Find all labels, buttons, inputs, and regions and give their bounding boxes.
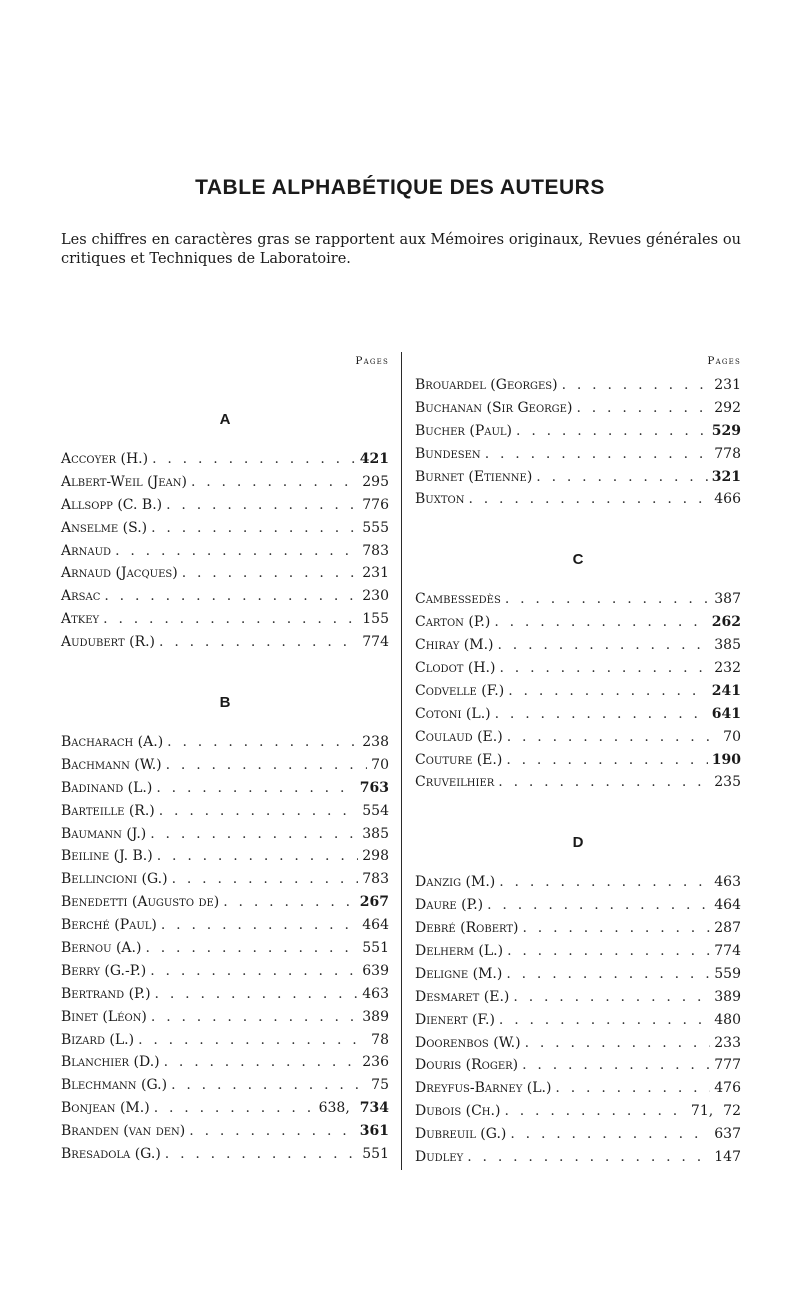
index-entry (61, 914, 389, 937)
page-title: TABLE ALPHABÉTIQUE DES AUTEURS (195, 176, 605, 199)
section-spacer (415, 794, 741, 834)
author-name: Chiray (M.) (415, 637, 494, 654)
author-name: Burnet (Etienne) (415, 468, 533, 485)
page-number: 464 (362, 917, 389, 934)
page-number: 554 (362, 802, 389, 819)
author-name: Bacharach (A.) (61, 734, 164, 751)
author-name: Baumann (J.) (61, 825, 147, 842)
author-name: Doorenbos (W.) (415, 1034, 521, 1051)
author-name: Danzig (M.) (415, 874, 496, 891)
author-name: Dubois (Ch.) (415, 1103, 501, 1120)
author-name: Cotoni (L.) (415, 705, 491, 722)
leader-dots (189, 1120, 356, 1143)
leader-dots (467, 1146, 710, 1169)
author-name: Dienert (F.) (415, 1011, 495, 1028)
author-name: Deligne (M.) (415, 965, 503, 982)
page-number: 235 (714, 774, 741, 791)
author-name: Carton (P.) (415, 614, 491, 631)
page-number: 78 (371, 1031, 389, 1048)
leader-dots (576, 397, 710, 420)
index-entry (415, 657, 741, 680)
author-name: Allsopp (C. B.) (61, 496, 163, 513)
page-number: 555 (362, 519, 389, 536)
leader-dots (157, 845, 359, 868)
author-name: Bonjean (M.) (61, 1100, 150, 1117)
author-name: Arsac (61, 588, 101, 605)
index-entry (61, 731, 389, 754)
leader-dots (191, 471, 358, 494)
author-name: Badinand (L.) (61, 779, 153, 796)
leader-dots (498, 634, 711, 657)
leader-dots (504, 1100, 686, 1123)
index-entry (61, 1029, 389, 1052)
leader-dots (507, 726, 719, 749)
index-entry (415, 940, 741, 963)
author-name: Dubreuil (G.) (415, 1126, 507, 1143)
page-number: 783 (362, 871, 389, 888)
index-entry (415, 1100, 741, 1123)
leader-dots (166, 754, 368, 777)
page-number: 776 (362, 496, 389, 513)
index-entry (61, 868, 389, 891)
index-entry (61, 1051, 389, 1074)
index-entry (415, 1009, 741, 1032)
author-name: Blanchier (D.) (61, 1054, 160, 1071)
leader-dots (172, 868, 359, 891)
leader-dots (510, 1123, 710, 1146)
author-name: Albert-Weil (Jean) (61, 473, 187, 490)
index-entry (415, 420, 741, 443)
author-name: Buxton (415, 491, 465, 508)
index-entry (415, 726, 741, 749)
leader-dots (499, 1009, 710, 1032)
page-number: 559 (714, 965, 741, 982)
right-column-body (415, 374, 741, 1169)
index-entry (415, 1123, 741, 1146)
index-entry (61, 562, 389, 585)
author-name: Buchanan (Sir George) (415, 399, 573, 416)
page-number: 361 (359, 1123, 389, 1140)
page-number: 476 (714, 1080, 741, 1097)
section-letter-b: B (219, 694, 231, 712)
leader-dots (506, 749, 707, 772)
index-entry (415, 588, 741, 611)
leader-dots (468, 488, 710, 511)
section-letter-d: D (572, 834, 584, 852)
page-number: 236 (362, 1054, 389, 1071)
leader-dots (155, 983, 359, 1006)
page-number: 463 (714, 874, 741, 891)
page-number: 230 (362, 588, 389, 605)
index-entry (415, 634, 741, 657)
index-entry (61, 540, 389, 563)
leader-dots (165, 1143, 358, 1166)
index-entry (415, 1077, 741, 1100)
leader-dots (223, 891, 356, 914)
index-entry (61, 517, 389, 540)
author-name: Daure (P.) (415, 897, 484, 914)
leader-dots (164, 1051, 359, 1074)
index-entry (61, 845, 389, 868)
page-number: 463 (362, 985, 389, 1002)
author-name: Benedetti (Augusto de) (61, 894, 220, 911)
leader-dots (505, 588, 710, 611)
author-name: Arnaud (Jacques) (61, 565, 178, 582)
leader-dots (151, 517, 358, 540)
leader-dots (506, 963, 710, 986)
leader-dots (150, 960, 358, 983)
index-entry (415, 397, 741, 420)
index-entry (61, 891, 389, 914)
author-name: Bachmann (W.) (61, 756, 162, 773)
leader-dots (495, 703, 708, 726)
left-column-body (61, 374, 389, 1166)
page-number: 190 (711, 751, 741, 768)
leader-dots (536, 466, 707, 489)
author-name: Dudley (415, 1149, 464, 1166)
index-entry (415, 749, 741, 772)
author-name: Couture (E.) (415, 751, 503, 768)
page-number: 551 (362, 940, 389, 957)
page-number: 783 (362, 542, 389, 559)
author-name: Coulaud (E.) (415, 728, 503, 745)
index-entry (61, 960, 389, 983)
leader-dots (525, 1032, 711, 1055)
section-spacer (415, 568, 741, 588)
index-entry (61, 631, 389, 654)
leader-dots (171, 1074, 367, 1097)
author-name: Audubert (R.) (61, 634, 156, 651)
page-number: 295 (362, 473, 389, 490)
index-entry (61, 823, 389, 846)
index-entry (61, 1143, 389, 1166)
section-spacer (415, 511, 741, 551)
author-name: Atkey (61, 611, 100, 628)
page-number: 774 (714, 943, 741, 960)
leader-dots (159, 800, 359, 823)
leader-dots (161, 914, 358, 937)
index-entry (61, 1120, 389, 1143)
page-number: 778 (714, 445, 741, 462)
index-entry (415, 466, 741, 489)
page-number: 777 (714, 1057, 741, 1074)
page-number: 155 (362, 611, 389, 628)
page-number: 529 (711, 422, 741, 439)
author-name: Berry (G.-P.) (61, 962, 147, 979)
index-entry (415, 894, 741, 917)
pages-header-left: Pages (355, 355, 389, 367)
page-number: 774 (362, 634, 389, 651)
column-divider (401, 352, 402, 1170)
page-number-secondary: 71, (690, 1103, 714, 1120)
author-name: Bizard (L.) (61, 1031, 135, 1048)
index-entry (61, 800, 389, 823)
section-spacer (61, 428, 389, 448)
index-entry (61, 937, 389, 960)
author-name: Bertrand (P.) (61, 985, 151, 1002)
page-number: 70 (723, 728, 741, 745)
author-name: Cruveilhier (415, 774, 495, 791)
page-number: 637 (714, 1126, 741, 1143)
intro-paragraph: Les chiffres en caractères gras se rapportent aux Mémoires originaux, Revues générales ou critiques et Techniques de Laboratoire. (61, 232, 741, 267)
page-number: 241 (711, 682, 741, 699)
index-entry (61, 608, 389, 631)
leader-dots (154, 1097, 315, 1120)
index-entry (61, 983, 389, 1006)
index-entry (61, 471, 389, 494)
index-entry (415, 443, 741, 466)
leader-dots (498, 771, 710, 794)
author-name: Berché (Paul) (61, 917, 157, 934)
leader-dots (104, 585, 358, 608)
section-letter-c: C (572, 551, 584, 569)
index-entry (415, 680, 741, 703)
page-number: 70 (371, 756, 389, 773)
section-spacer (415, 851, 741, 871)
right-column (415, 352, 741, 1169)
author-name: Desmaret (E.) (415, 988, 510, 1005)
leader-dots (138, 1029, 367, 1052)
leader-dots (508, 680, 708, 703)
leader-dots (523, 917, 711, 940)
author-name: Branden (van den) (61, 1123, 186, 1140)
author-name: Bresadola (G.) (61, 1146, 161, 1163)
page-number: 75 (371, 1077, 389, 1094)
page-number: 763 (359, 779, 389, 796)
leader-dots (562, 374, 711, 397)
author-name: Bernou (A.) (61, 940, 142, 957)
leader-dots (150, 823, 358, 846)
page-number: 639 (362, 962, 389, 979)
page-number: 262 (711, 614, 741, 631)
page-number: 232 (714, 660, 741, 677)
index-entry (61, 448, 389, 471)
author-name: Binet (Léon) (61, 1008, 147, 1025)
leader-dots (166, 494, 358, 517)
index-entry (61, 754, 389, 777)
page-number: 321 (711, 468, 741, 485)
index-entry (415, 1054, 741, 1077)
author-name: Bucher (Paul) (415, 422, 513, 439)
section-letter-a: A (219, 411, 231, 428)
leader-dots (499, 657, 710, 680)
leader-dots (522, 1054, 710, 1077)
leader-dots (156, 777, 355, 800)
index-entry (415, 703, 741, 726)
index-entry (415, 611, 741, 634)
index-entry (415, 871, 741, 894)
index-entry (61, 1006, 389, 1029)
leader-dots (513, 986, 710, 1009)
page-number: 231 (362, 565, 389, 582)
section-spacer (61, 711, 389, 731)
leader-dots (494, 611, 707, 634)
index-entry (61, 777, 389, 800)
author-name: Bellincioni (G.) (61, 871, 168, 888)
author-name: Cambessedès (415, 591, 501, 608)
leader-dots (152, 448, 356, 471)
leader-dots (182, 562, 359, 585)
left-column (61, 352, 389, 1166)
leader-dots (499, 871, 710, 894)
author-name: Brouardel (Georges) (415, 377, 558, 393)
author-name: Douris (Roger) (415, 1057, 519, 1074)
page-number: 385 (714, 637, 741, 654)
page-number: 72 (723, 1103, 741, 1120)
author-name: Accoyer (H.) (61, 451, 149, 467)
page-number: 466 (714, 491, 741, 508)
author-name: Dreyfus-Barney (L.) (415, 1080, 552, 1097)
page-number: 464 (714, 897, 741, 914)
author-name: Delherm (L.) (415, 943, 504, 960)
page-number: 231 (714, 377, 741, 393)
leader-dots (487, 894, 710, 917)
page-number: 389 (362, 1008, 389, 1025)
leader-dots (507, 940, 710, 963)
index-entry (415, 963, 741, 986)
leader-dots (151, 1006, 358, 1029)
page-number: 734 (359, 1100, 389, 1117)
leader-dots (555, 1077, 710, 1100)
index-entry (415, 374, 741, 397)
page-number: 292 (714, 399, 741, 416)
page-number: 389 (714, 988, 741, 1005)
index-entry (415, 1032, 741, 1055)
page-number-secondary: 638, (318, 1100, 350, 1117)
pages-header-right: Pages (707, 355, 741, 367)
page-number: 387 (714, 591, 741, 608)
leader-dots (516, 420, 708, 443)
leader-dots (103, 608, 358, 631)
index-entry (61, 1074, 389, 1097)
author-name: Bundesen (415, 445, 481, 462)
index-entry (415, 917, 741, 940)
author-name: Anselme (S.) (61, 519, 148, 536)
page-number: 385 (362, 825, 389, 842)
page-number: 238 (362, 734, 389, 751)
author-name: Clodot (H.) (415, 660, 496, 677)
author-name: Arnaud (61, 542, 112, 559)
leader-dots (115, 540, 358, 563)
author-name: Blechmann (G.) (61, 1077, 168, 1094)
page-number: 287 (714, 920, 741, 937)
index-entry (415, 986, 741, 1009)
index-entry (415, 488, 741, 511)
index-entry (61, 1097, 389, 1120)
page-number: 480 (714, 1011, 741, 1028)
page-number: 298 (362, 848, 389, 865)
author-name: Barteille (R.) (61, 802, 155, 819)
index-entry (415, 771, 741, 794)
index-entry (415, 1146, 741, 1169)
leader-dots (145, 937, 358, 960)
author-name: Codvelle (F.) (415, 682, 505, 699)
page-number: 421 (359, 451, 389, 467)
page-number: 641 (711, 705, 741, 722)
section-spacer (61, 654, 389, 694)
index-entry (61, 585, 389, 608)
author-name: Debré (Robert) (415, 920, 519, 937)
leader-dots (159, 631, 358, 654)
page-number: 233 (714, 1034, 741, 1051)
index-entry (61, 494, 389, 517)
page-number: 267 (359, 894, 389, 911)
page-number: 551 (362, 1146, 389, 1163)
section-spacer (61, 374, 389, 411)
leader-dots (485, 443, 711, 466)
page-number: 147 (714, 1149, 741, 1166)
author-name: Beiline (J. B.) (61, 848, 153, 865)
leader-dots (167, 731, 358, 754)
